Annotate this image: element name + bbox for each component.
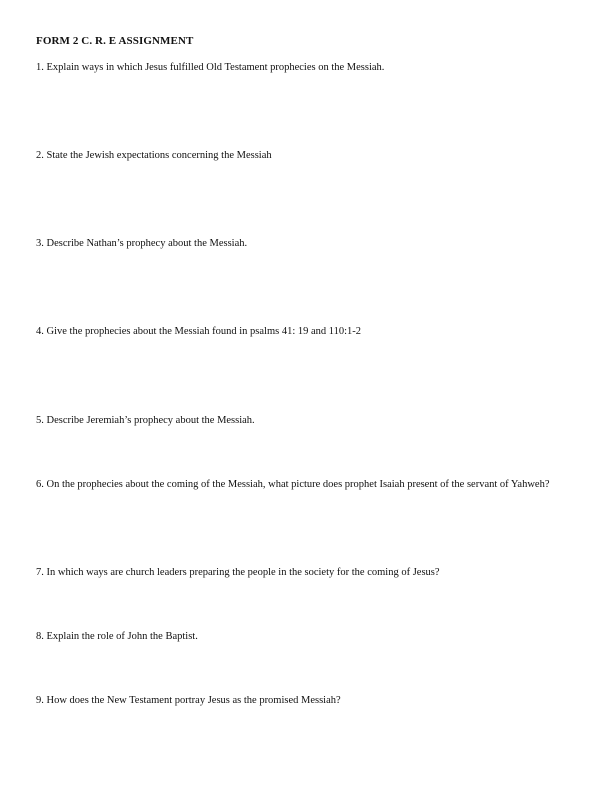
question-4: 4. Give the prophecies about the Messiah found in psalms 41: 19 and 110:1-2 [36, 326, 362, 337]
question-9: 9. How does the New Testament portray Jesus as the promised Messiah? [36, 695, 341, 706]
question-5: 5. Describe Jeremiah’s prophecy about the Messiah. [36, 415, 255, 426]
question-8: 8. Explain the role of John the Baptist. [36, 631, 198, 642]
question-7: 7. In which ways are church leaders preparing the people in the society for the coming of Jesus? [36, 567, 440, 578]
question-1: 1. Explain ways in which Jesus fulfilled Old Testament prophecies on the Messiah. [36, 62, 385, 73]
question-2: 2. State the Jewish expectations concerning the Messiah [36, 150, 272, 161]
question-3: 3. Describe Nathan’s prophecy about the Messiah. [36, 238, 248, 249]
question-6: 6. On the prophecies about the coming of the Messiah, what picture does prophet Isaiah present of the servant of Yahweh? [36, 479, 550, 490]
document-title: FORM 2 C. R. E ASSIGNMENT [36, 35, 194, 47]
